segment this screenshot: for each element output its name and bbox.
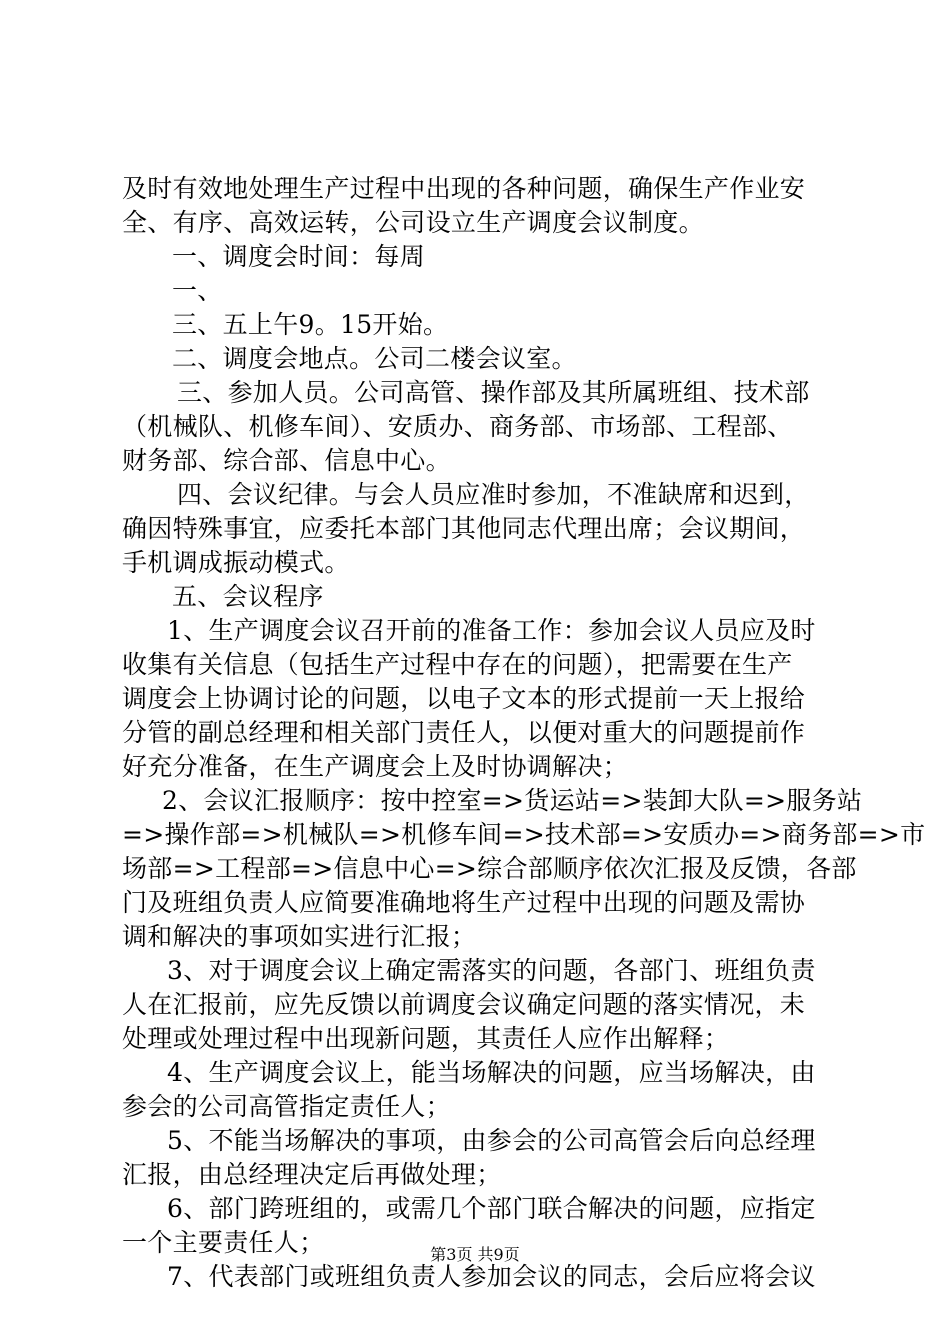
text-line: 全、有序、高效运转，公司设立生产调度会议制度。 bbox=[122, 208, 704, 237]
text-line: 参会的公司高管指定责任人； bbox=[122, 1092, 451, 1121]
text-line: 调度会上协调讨论的问题，以电子文本的形式提前一天上报给 bbox=[122, 684, 806, 713]
text-line: 三、五上午9。15开始。 bbox=[172, 310, 449, 339]
document-body bbox=[122, 172, 926, 1294]
text-line: 财务部、综合部、信息中心。 bbox=[122, 446, 451, 475]
text-line: （机械队、机修车间）、安质办、商务部、市场部、工程部、 bbox=[122, 412, 793, 441]
section-heading: 四、会议纪律。与会人员应准时参加，不准缺席和迟到， bbox=[177, 480, 810, 509]
section-heading: 一、调度会时间：每周 bbox=[172, 242, 426, 271]
list-item: 1、生产调度会议召开前的准备工作：参加会议人员应及时 bbox=[167, 616, 816, 645]
section-heading: 三、参加人员。公司高管、操作部及其所属班组、技术部 bbox=[177, 378, 810, 407]
text-line: 收集有关信息（包括生产过程中存在的问题），把需要在生产 bbox=[122, 650, 793, 679]
section-heading: 五、会议程序 bbox=[172, 582, 324, 611]
text-line: 场部=>工程部=>信息中心=>综合部顺序依次汇报及反馈，各部 bbox=[122, 854, 857, 883]
list-item: 7、代表部门或班组负责人参加会议的同志，会后应将会议 bbox=[167, 1262, 816, 1291]
list-item: 4、生产调度会议上，能当场解决的问题，应当场解决，由 bbox=[167, 1058, 816, 1087]
list-item: 3、对于调度会议上确定需落实的问题，各部门、班组负责 bbox=[167, 956, 816, 985]
text-line: 确因特殊事宜，应委托本部门其他同志代理出席；会议期间， bbox=[122, 514, 806, 543]
text-line: 处理或处理过程中出现新问题，其责任人应作出解释； bbox=[122, 1024, 730, 1053]
list-item: 5、不能当场解决的事项，由参会的公司高管会后向总经理 bbox=[167, 1126, 816, 1155]
text-line: 汇报，由总经理决定后再做处理； bbox=[122, 1160, 502, 1189]
text-line: 手机调成振动模式。 bbox=[122, 548, 350, 577]
section-heading: 二、调度会地点。公司二楼会议室。 bbox=[172, 344, 577, 373]
text-line: 调和解决的事项如实进行汇报； bbox=[122, 922, 477, 951]
text-line: 人在汇报前，应先反馈以前调度会议确定问题的落实情况，未 bbox=[122, 990, 806, 1019]
list-item: 2、会议汇报顺序：按中控室=>货运站=>装卸大队=>服务站 bbox=[162, 786, 863, 815]
text-line: 分管的副总经理和相关部门责任人，以便对重大的问题提前作 bbox=[122, 718, 806, 747]
text-line: 一、 bbox=[172, 276, 223, 305]
text-line: 一个主要责任人； bbox=[122, 1228, 325, 1257]
text-line: 门及班组负责人应简要准确地将生产过程中出现的问题及需协 bbox=[122, 888, 806, 917]
page-number-footer: 第3页 共9页 bbox=[430, 1245, 520, 1264]
text-line: =>操作部=>机械队=>机修车间=>技术部=>安质办=>商务部=>市 bbox=[122, 820, 926, 849]
text-line: 好充分准备，在生产调度会上及时协调解决； bbox=[122, 752, 629, 781]
text-line: 及时有效地处理生产过程中出现的各种问题，确保生产作业安 bbox=[122, 174, 806, 203]
list-item: 6、部门跨班组的，或需几个部门联合解决的问题，应指定 bbox=[167, 1194, 816, 1223]
